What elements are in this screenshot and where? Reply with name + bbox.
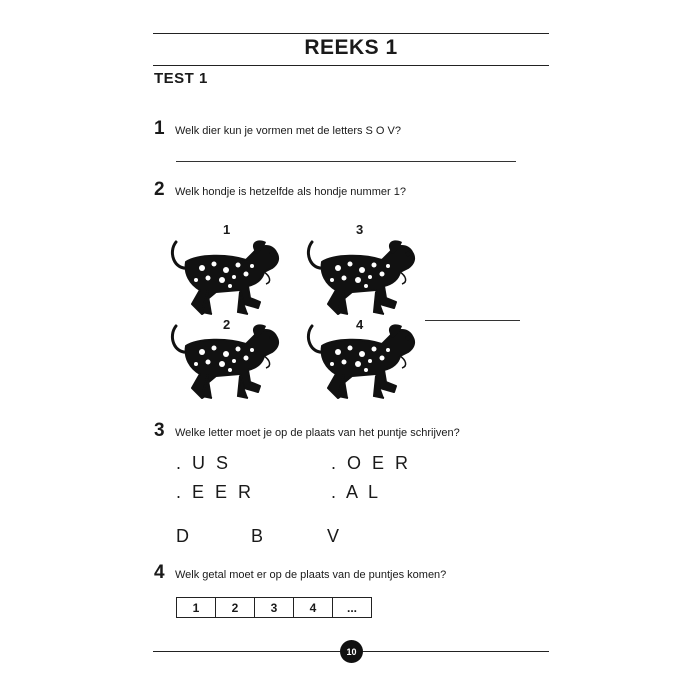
question-1-answer-line[interactable] [176, 161, 516, 162]
question-4-number: 4 [154, 562, 165, 583]
sequence-blank-cell[interactable]: ... [346, 600, 357, 615]
word-puzzle-3: . E E R [176, 482, 255, 502]
question-2-number: 2 [154, 179, 165, 200]
page-title: REEKS 1 [304, 36, 398, 59]
sequence-cell: 4 [294, 598, 333, 617]
letter-option-b: B [251, 526, 264, 546]
question-2-answer-line[interactable] [425, 320, 520, 321]
letter-option-v: V [327, 526, 340, 546]
question-4-text: Welk getal moet er op de plaats van de puntjes komen? [175, 569, 447, 581]
dog-3 [304, 232, 422, 318]
top-rule [153, 33, 549, 34]
dog-1 [168, 232, 286, 318]
question-2-text: Welk hondje is hetzelfde als hondje nummer 1? [175, 186, 406, 198]
question-3-text: Welke letter moet je op de plaats van het puntje schrijven? [175, 427, 460, 439]
page-number-badge: 10 [340, 640, 363, 663]
question-1-text: Welk dier kun je vormen met de letters S O V? [175, 125, 401, 137]
number-sequence-table [176, 597, 372, 618]
dog-3-label: 3 [356, 222, 364, 237]
question-1-number: 1 [154, 118, 165, 139]
footer-rule-right [363, 651, 549, 652]
test-label: TEST 1 [154, 70, 208, 87]
dalmatian-image [304, 232, 422, 318]
footer-rule-left [153, 651, 340, 652]
word-puzzle-4: . A L [331, 482, 382, 502]
sequence-cell: 3 [255, 598, 294, 617]
question-3-number: 3 [154, 420, 165, 441]
sequence-cell: 2 [216, 598, 255, 617]
dalmatian-image [168, 232, 286, 318]
word-puzzle-1: . U S [176, 453, 232, 473]
word-puzzle-2: . O E R [331, 453, 412, 473]
dog-1-label: 1 [223, 222, 231, 237]
dog-2-label: 2 [223, 317, 231, 332]
sequence-cell: 1 [177, 598, 216, 617]
dog-4-label: 4 [356, 317, 364, 332]
letter-option-d: D [176, 526, 189, 546]
title-rule [153, 65, 549, 66]
